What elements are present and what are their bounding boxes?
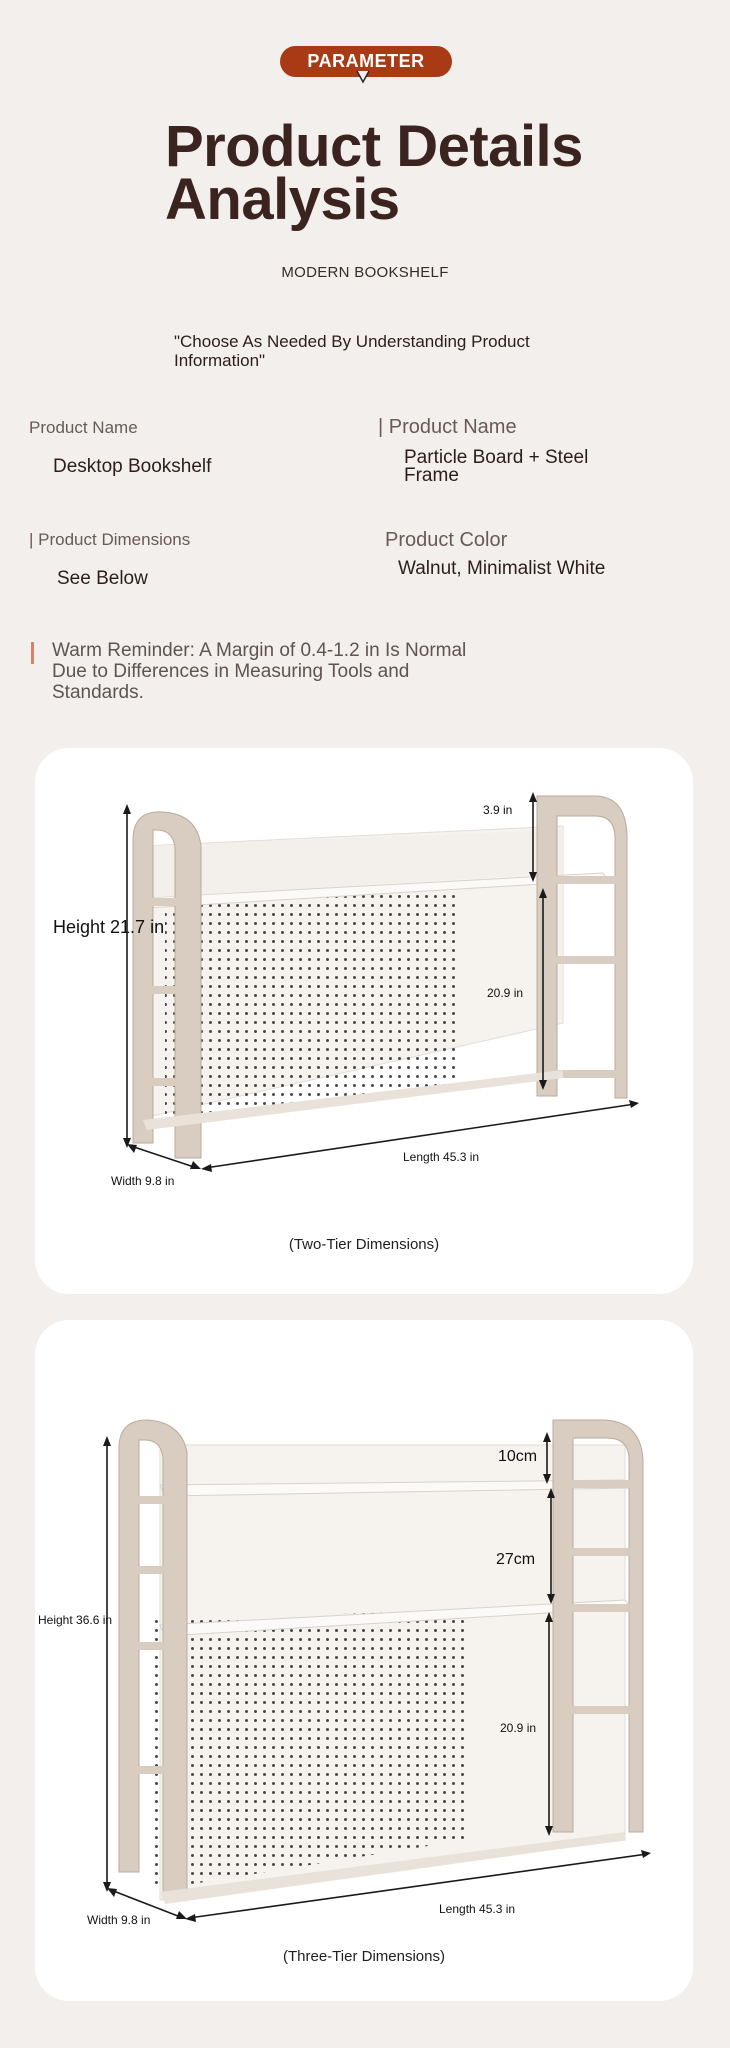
two-tier-caption: (Two-Tier Dimensions) [288,1236,440,1253]
material-value: Particle Board + Steel Frame [404,447,589,486]
page-subtitle: MODERN BOOKSHELF [281,264,449,281]
three-tier-top-gap-label: 10cm [498,1448,538,1465]
two-tier-top-gap-label: 3.9 in [483,803,513,817]
product-name-label: Product Name [29,418,138,437]
intro-quote: "Choose As Needed By Understanding Product Information" [174,332,530,370]
warm-reminder: Warm Reminder: A Margin of 0.4-1.2 in Is Normal Due to Differences in Measuring Tools and Standards. [52,640,467,703]
title-line-2: Analysis [165,167,400,232]
three-tier-mid-gap-label: 27cm [496,1551,536,1568]
title-line-1: Product Details [165,114,583,179]
dimensions-value: See Below [57,568,148,589]
three-tier-illustration [35,1320,693,2001]
product-name-value: Desktop Bookshelf [53,456,212,477]
material-label: | Product Name [378,416,517,438]
color-value: Walnut, Minimalist White [398,558,606,579]
three-tier-width-label: Width 9.8 in [87,1913,151,1927]
three-tier-lower-gap-label: 20.9 in [500,1721,537,1735]
two-tier-width-label: Width 9.8 in [111,1174,175,1188]
parameter-badge: PARAMETER [280,46,452,77]
three-tier-height-label: Height 36.6 in [38,1613,113,1627]
two-tier-height-label: Height 21.7 in [53,917,165,937]
color-label: Product Color [385,529,508,551]
three-tier-caption: (Three-Tier Dimensions) [283,1948,445,1965]
two-tier-length-label: Length 45.3 in [403,1150,480,1164]
two-tier-card [35,748,693,1294]
three-tier-card [35,1320,693,2001]
page-title [165,114,585,232]
reminder-accent-bar [31,642,34,664]
two-tier-illustration [35,748,693,1294]
badge-pointer-icon [356,70,370,84]
dimensions-label: | Product Dimensions [29,530,191,549]
two-tier-lower-gap-label: 20.9 in [487,986,524,1000]
three-tier-length-label: Length 45.3 in [439,1902,516,1916]
